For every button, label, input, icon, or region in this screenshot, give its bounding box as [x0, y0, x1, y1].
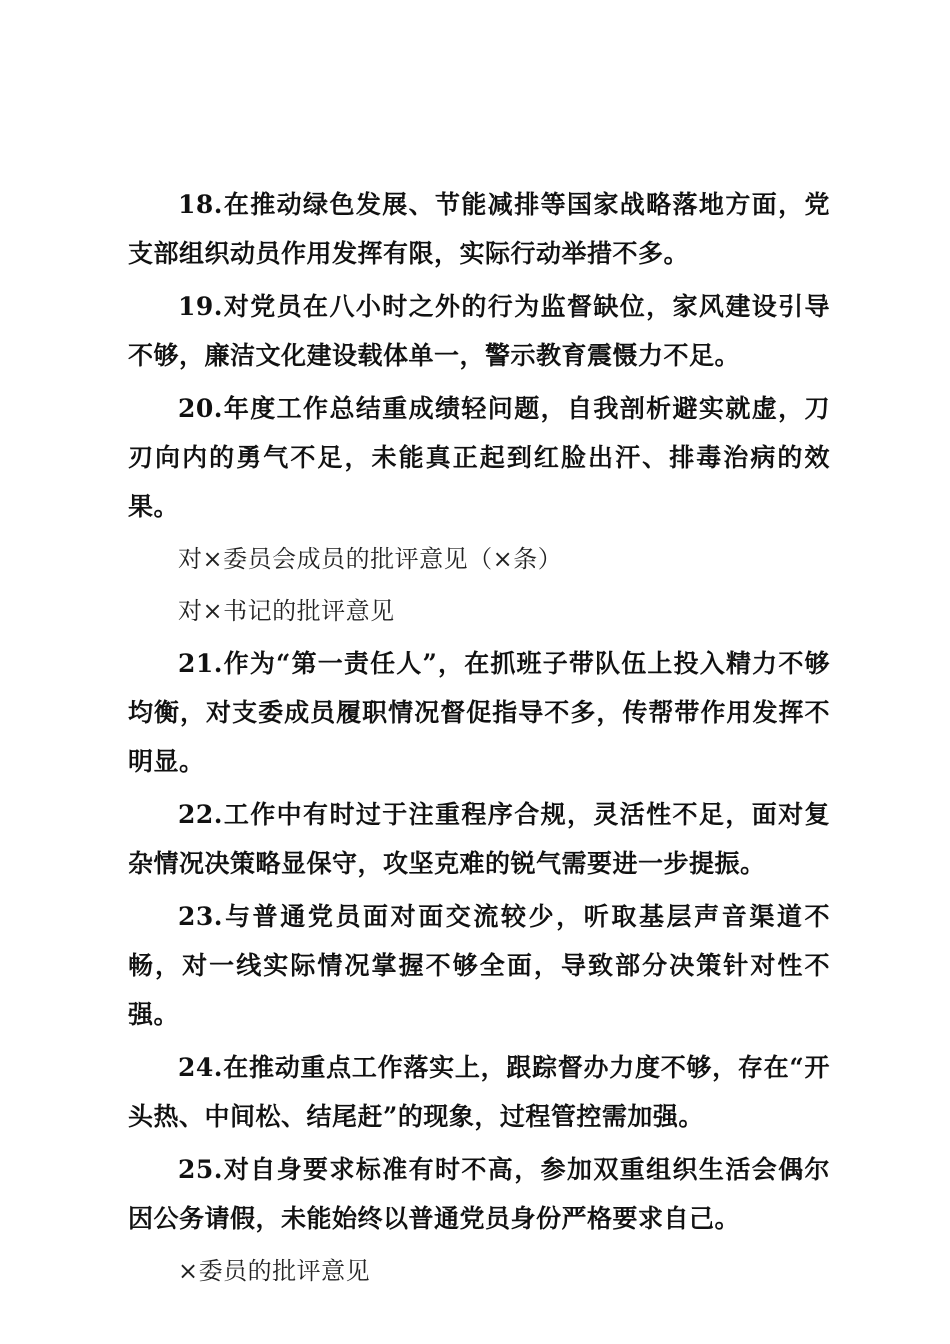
- member-criticism-heading: ×委员的批评意见: [178, 1257, 371, 1285]
- paragraph-24: 24.在推动重点工作落实上，跟踪督办力度不够，存在“开头热、中间松、结尾赶”的现象，过程管控需加强。: [128, 1053, 830, 1131]
- paragraph-19: 19.对党员在八小时之外的行为监督缺位，家风建设引导不够，廉洁文化建设载体单一，警示教育震慑力不足。: [128, 292, 830, 370]
- paragraph-25: 25.对自身要求标准有时不高，参加双重组织生活会偶尔因公务请假，未能始终以普通党员身份严格要求自己。: [128, 1155, 830, 1233]
- paragraph-20: 20.年度工作总结重成绩轻问题，自我剖析避实就虚，刀刃向内的勇气不足，未能真正起到红脸出汗、排毒治病的效果。: [128, 394, 830, 521]
- paragraph-22: 22.工作中有时过于注重程序合规，灵活性不足，面对复杂情况决策略显保守，攻坚克难的锐气需要进一步提振。: [128, 800, 830, 878]
- secretary-criticism-heading: 对×书记的批评意见: [178, 597, 395, 625]
- committee-criticism-heading: 对×委员会成员的批评意见（×条）: [178, 545, 563, 573]
- paragraph-18: 18.在推动绿色发展、节能减排等国家战略落地方面，党支部组织动员作用发挥有限，实际行动举措不多。: [128, 190, 830, 268]
- document-body: [128, 180, 830, 1299]
- paragraph-23: 23.与普通党员面对面交流较少，听取基层声音渠道不畅，对一线实际情况掌握不够全面，导致部分决策针对性不强。: [128, 902, 830, 1029]
- paragraph-21: 21.作为“第一责任人”，在抓班子带队伍上投入精力不够均衡，对支委成员履职情况督促指导不多，传帮带作用发挥不明显。: [128, 649, 830, 776]
